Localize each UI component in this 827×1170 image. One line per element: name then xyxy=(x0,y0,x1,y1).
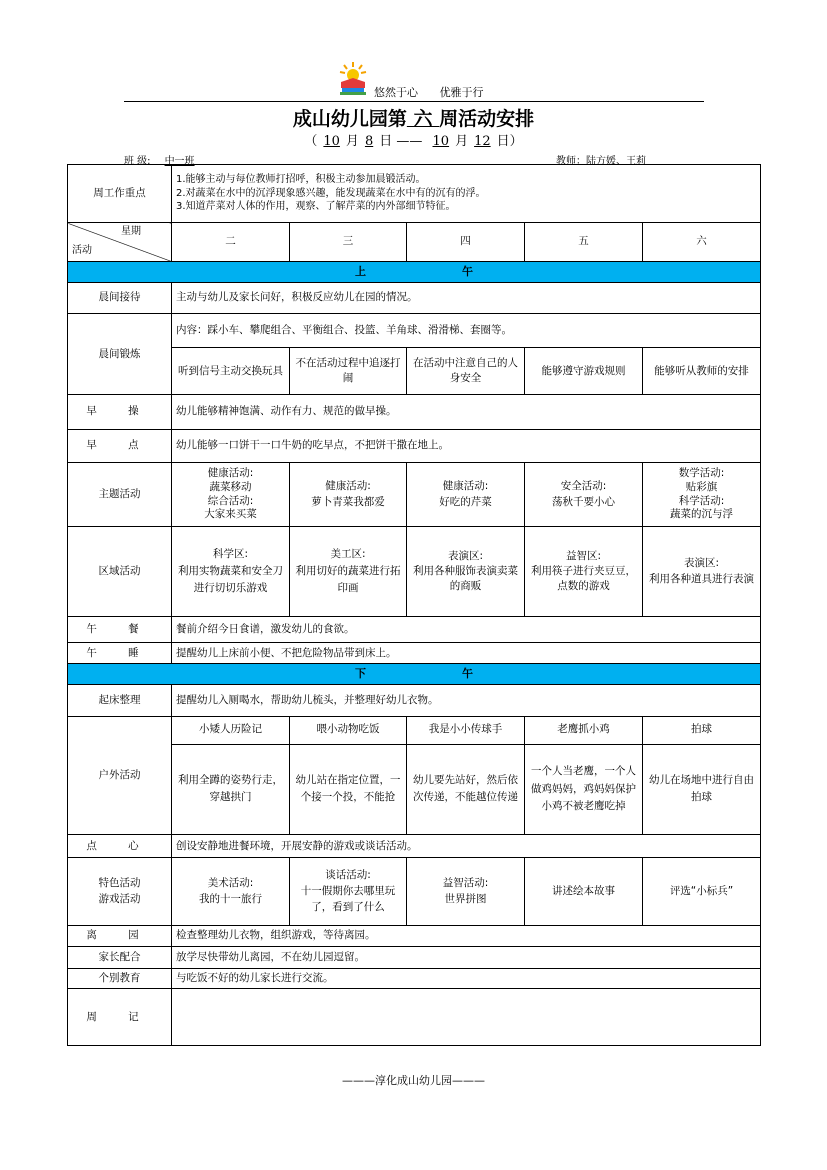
outdoor-label: 户外活动 xyxy=(68,716,172,835)
class-value: 中一班 xyxy=(164,156,195,167)
schedule-table xyxy=(67,164,761,1046)
wakeup-row: 起床整理 提醒幼儿入厕喝水，帮助幼儿梳头，并整理好幼儿衣物。 xyxy=(68,685,761,716)
afternoon-snack-row: 点 心 创设安静地进餐环境，开展安静的游戏或谈话活动。 xyxy=(68,835,761,858)
teacher-info: 教师：陆方媛、王莉 xyxy=(556,156,646,167)
kindergarten-logo xyxy=(336,60,370,96)
motto-2: 优雅于行 xyxy=(439,86,484,99)
morning-exercise-row: 早 操 幼儿能够精神饱满、动作有力、规范的做早操。 xyxy=(68,395,761,429)
reception-row: 晨间接待 主动与幼儿及家长问好，积极反应幼儿在园的情况。 xyxy=(68,282,761,313)
focus-label: 周工作重点 xyxy=(68,165,172,223)
exercise-content: 内容：踩小车、攀爬组合、平衡组合、投篮、羊角球、滑滑梯、套圈等。 xyxy=(172,313,761,347)
page-footer: ———淳化成山幼儿园——— xyxy=(342,1074,485,1087)
morning-band: 上 午 xyxy=(68,261,761,282)
class-info: 班 级: 中一班 xyxy=(124,152,205,167)
breakfast-row: 早 点 幼儿能够一口饼干一口牛奶的吃早点，不把饼干撒在地上。 xyxy=(68,429,761,462)
area-row: 区域活动 科学区: 利用实物蔬菜和安全刀进行切切乐游戏 美工区: 利用切好的蔬菜进行拓印画 表演区: 利用各种服饰表演卖菜的商贩 益智区: 利用筷子进行夹豆豆，点数的游戏 表演区: 利用各种道具进行表演 xyxy=(68,527,761,617)
weekly-note-field xyxy=(172,989,761,1046)
motto-1: 悠然于心 xyxy=(374,86,418,99)
weekday-row xyxy=(68,223,761,261)
day-wed: 三 xyxy=(290,223,407,261)
teacher-value: 陆方媛、王莉 xyxy=(586,156,646,167)
day-fri: 五 xyxy=(525,223,643,261)
weekly-note-row: 周 记 xyxy=(68,989,761,1046)
exercise-goals-row: 听到信号主动交换玩具 不在活动过程中追逐打闹 在活动中注意自己的人身安全 能够遵守游戏规则 能够听从教师的安排 xyxy=(68,348,761,395)
afternoon-band: 下 午 xyxy=(68,664,761,685)
day-thu: 四 xyxy=(407,223,525,261)
nap-row: 午 睡 提醒幼儿上床前小便、不把危险物品带到床上。 xyxy=(68,643,761,664)
individual-row: 个别教育 与吃饭不好的幼儿家长进行交流。 xyxy=(68,969,761,989)
lunch-row: 午 餐 餐前介绍今日食谱，激发幼儿的食欲。 xyxy=(68,616,761,642)
outdoor-titles-row: 户外活动 小矮人历险记 喂小动物吃饭 我是小小传球手 老鹰抓小鸡 拍球 xyxy=(68,716,761,744)
day-sat: 六 xyxy=(643,223,761,261)
theme-row: 主题活动 健康活动: 蔬菜移动 综合活动: 大家来买菜 健康活动: 萝卜青菜我都爱 健康活动: 好吃的芹菜 安全活动: 荡秋千要小心 数学活动: 贴彩旗 科学活动: 蔬菜的沉与浮 xyxy=(68,462,761,526)
diagonal-header: 星期 活动 xyxy=(68,223,172,261)
day-tue: 二 xyxy=(172,223,290,261)
focus-content: 1.能够主动与每位教师打招呼，积极主动参加晨锻活动。 2.对蔬菜在水中的沉浮现象感兴趣，能发现蔬菜在水中有的沉有的浮。 3.知道芹菜对人体的作用，观察、了解芹菜的内外部细节特征。 xyxy=(172,165,761,223)
parents-row: 家长配合 放学尽快带幼儿离园，不在幼儿园逗留。 xyxy=(68,947,761,969)
outdoor-desc-row: 利用全蹲的姿势行走，穿越拱门 幼儿站在指定位置，一个接一个投，不能抢 幼儿要先站好，然后依次传递，不能越位传递 一个人当老鹰，一个人做鸡妈妈，鸡妈妈保护小鸡不被老鹰吃掉 幼儿在场地中进行自由拍球 xyxy=(68,744,761,835)
motto xyxy=(374,84,502,100)
header-rule xyxy=(124,101,704,102)
reception-text: 主动与幼儿及家长问好，积极反应幼儿在园的情况。 xyxy=(172,282,761,313)
special-row: 特色活动 游戏活动 美术活动: 我的十一旅行 谈话活动: 十一假期你去哪里玩了，看到了什么 益智活动: 世界拼图 讲述绘本故事 评选“小标兵” xyxy=(68,858,761,925)
exercise-label: 晨间锻炼 xyxy=(68,313,172,395)
page-title: 成山幼儿园第 六 周活动安排 xyxy=(292,108,535,130)
leave-row: 离 园 检查整理幼儿衣物，组织游戏，等待离园。 xyxy=(68,925,761,946)
date-range: （ 10 月 8 日 —— 10 月 12 日） xyxy=(304,134,523,149)
exercise-content-row xyxy=(68,313,761,347)
week-number: 六 xyxy=(413,108,433,130)
focus-row xyxy=(68,165,761,223)
